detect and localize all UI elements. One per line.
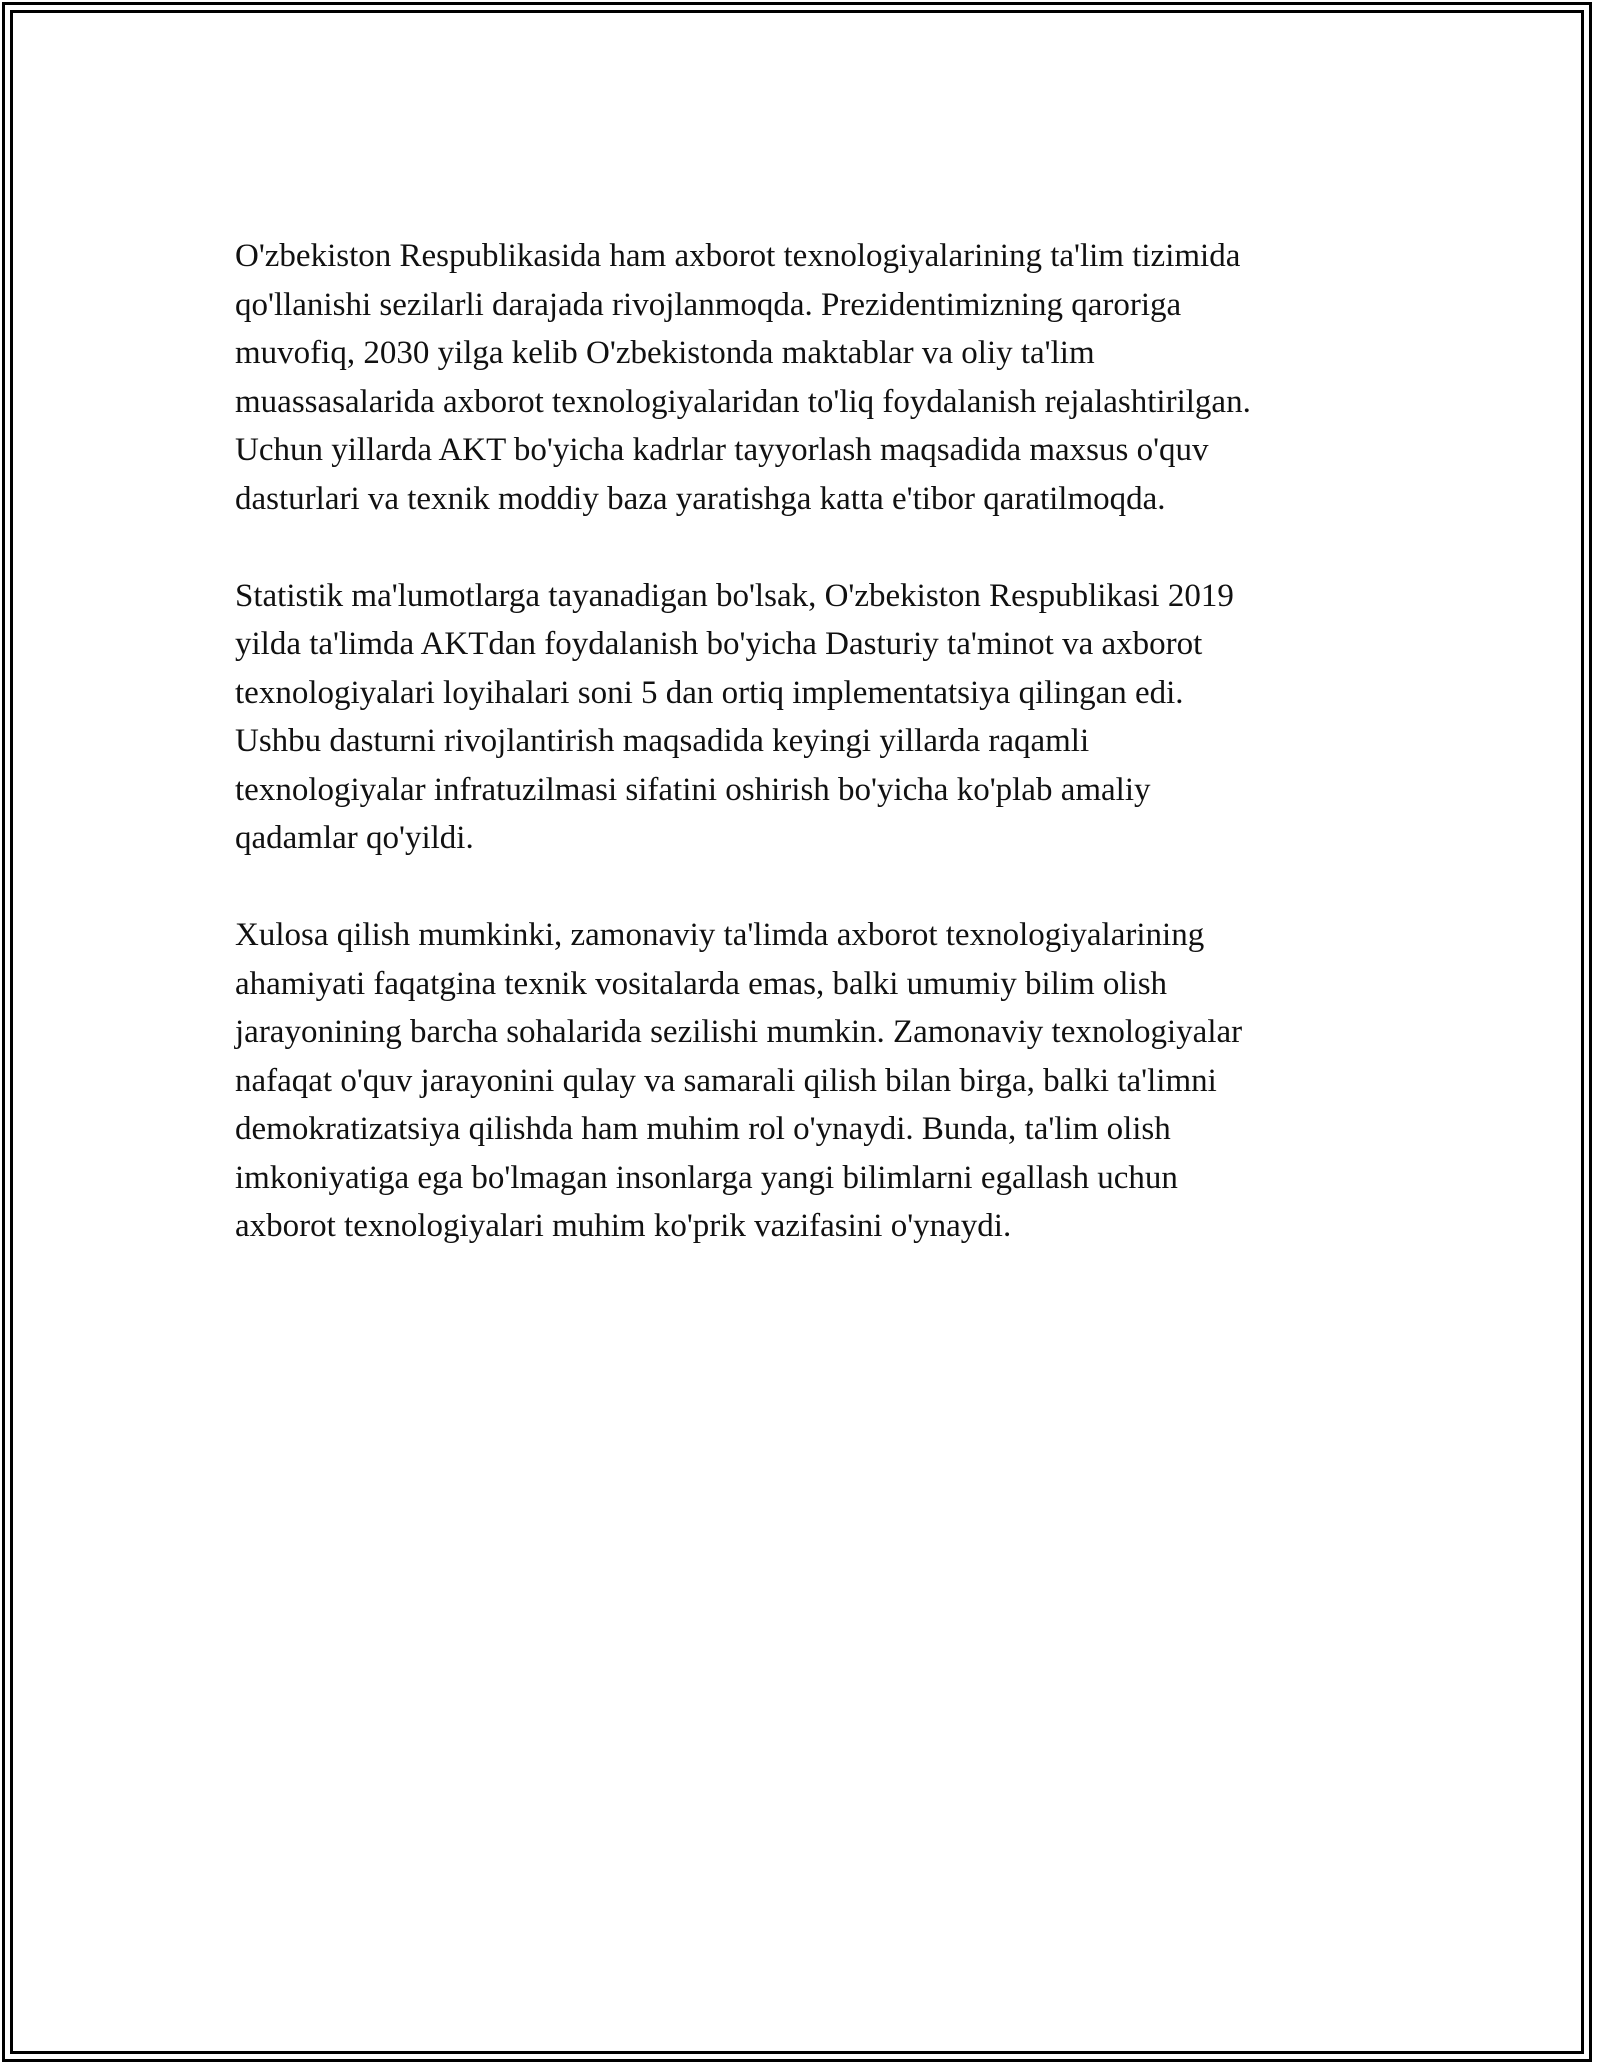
paragraph-line: yilda ta'limda AKTdan foydalanish bo'yicha Dasturiy ta'minot va axborot (235, 626, 1203, 662)
paragraph-line: jarayonining barcha sohalarida sezilishi mumkin. Zamonaviy texnologiyalar (235, 1014, 1243, 1050)
paragraph-line: texnologiyalari loyihalari soni 5 dan ortiq implementatsiya qilingan edi. (235, 674, 1184, 711)
paragraph-line: muassasalarida axborot texnologiyalaridan to'liq foydalanish rejalashtirilgan. (235, 383, 1251, 420)
paragraph-line: Uchun yillarda AKT bo'yicha kadrlar tayyorlash maqsadida maxsus o'quv (235, 432, 1209, 468)
paragraph-3 (235, 911, 1385, 1251)
paragraph-line: dasturlari va texnik moddiy baza yaratishga katta e'tibor qaratilmoqda. (235, 480, 1166, 517)
paragraph-line: Xulosa qilish mumkinki, zamonaviy ta'limda axborot texnologiyalarining (235, 917, 1205, 953)
paragraph-line: texnologiyalar infratuzilmasi sifatini oshirish bo'yicha ko'plab amaliy (235, 771, 1151, 808)
paragraph-line: nafaqat o'quv jarayonini qulay va samarali qilish bilan birga, balki ta'limni (235, 1062, 1217, 1099)
paragraph-line: ahamiyati faqatgina texnik vositalarda emas, balki umumiy bilim olish (235, 965, 1168, 1002)
paragraph-line: qadamlar qo'yildi. (235, 820, 474, 856)
paragraph-1 (235, 232, 1385, 523)
paragraph-2 (235, 572, 1385, 863)
paragraph-line: axborot texnologiyalari muhim ko'prik vazifasini o'ynaydi. (235, 1208, 1012, 1244)
paragraph-line: Ushbu dasturni rivojlantirish maqsadida keyingi yillarda raqamli (235, 723, 1090, 759)
document-body (235, 232, 1385, 1299)
paragraph-line: imkoniyatiga ega bo'lmagan insonlarga yangi bilimlarni egallash uchun (235, 1159, 1178, 1196)
paragraph-line: qo'llanishi sezilarli darajada rivojlanmoqda. Prezidentimizning qaroriga (235, 286, 1182, 323)
paragraph-line: Statistik ma'lumotlarga tayanadigan bo'lsak, O'zbekiston Respublikasi 2019 (235, 577, 1234, 614)
paragraph-line: demokratizatsiya qilishda ham muhim rol o'ynaydi. Bunda, ta'lim olish (235, 1111, 1171, 1147)
paragraph-line: O'zbekiston Respublikasida ham axborot texnologiyalarining ta'lim tizimida (235, 238, 1241, 274)
paragraph-line: muvofiq, 2030 yilga kelib O'zbekistonda maktablar va oliy ta'lim (235, 335, 1095, 371)
